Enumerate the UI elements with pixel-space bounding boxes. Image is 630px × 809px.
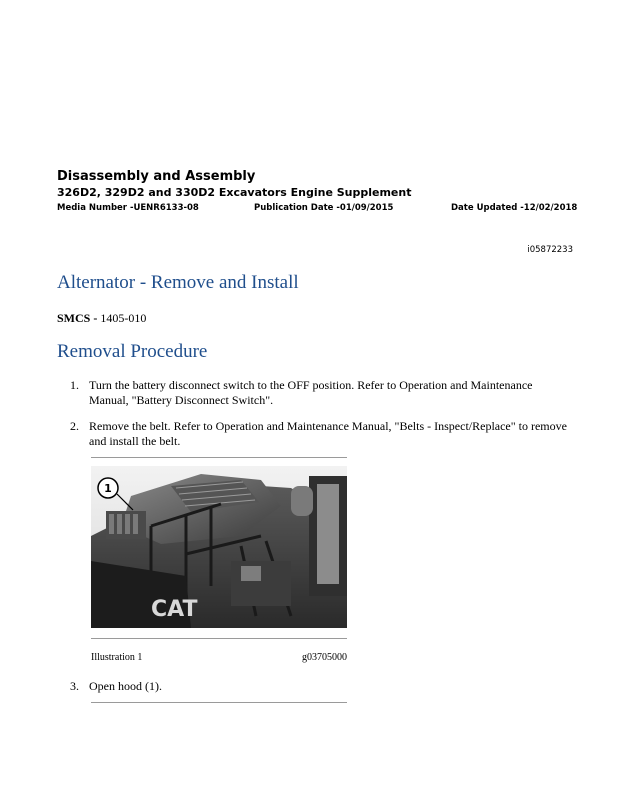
document-id: i05872233 xyxy=(527,245,573,255)
smcs-code: 1405-010 xyxy=(100,311,147,325)
illustration-bottom-rule xyxy=(91,638,347,639)
smcs-label: SMCS - xyxy=(57,311,98,325)
step-number: 1. xyxy=(70,378,79,392)
smcs-line xyxy=(57,311,146,326)
step-text: Open hood (1). xyxy=(89,679,162,693)
illustration-image xyxy=(91,466,347,628)
section-title: Removal Procedure xyxy=(57,341,208,362)
illustration-top-rule xyxy=(91,457,347,458)
date-updated: Date Updated -12/02/2018 xyxy=(451,203,578,213)
step-text: Remove the belt. Refer to Operation and Maintenance Manual, "Belts - Inspect/Replace" to remove and install the belt. xyxy=(89,419,567,448)
step-number: 3. xyxy=(70,679,79,693)
illustration-label: Illustration 1 xyxy=(91,652,143,663)
step-text: Turn the battery disconnect switch to the OFF position. Refer to Operation and Maintenance Manual, "Battery Disconnect Switch". xyxy=(89,378,533,407)
excavator-hood-photo xyxy=(91,466,347,628)
document-subtitle: 326D2, 329D2 and 330D2 Excavators Engine Supplement xyxy=(57,186,412,199)
media-number: Media Number -UENR6133-08 xyxy=(57,203,199,213)
step-item xyxy=(70,419,570,449)
illustration-top-rule xyxy=(91,702,347,703)
publication-date: Publication Date -01/09/2015 xyxy=(254,203,394,213)
graphic-id: g03705000 xyxy=(302,652,347,663)
step-number: 2. xyxy=(70,419,79,433)
callout-number: 1 xyxy=(104,482,112,495)
brand-text: CAT xyxy=(151,597,198,622)
illustration-caption xyxy=(91,652,347,663)
step-item xyxy=(70,679,570,694)
document-title: Disassembly and Assembly xyxy=(57,169,256,184)
page-title: Alternator - Remove and Install xyxy=(57,272,299,293)
step-item xyxy=(70,378,570,408)
